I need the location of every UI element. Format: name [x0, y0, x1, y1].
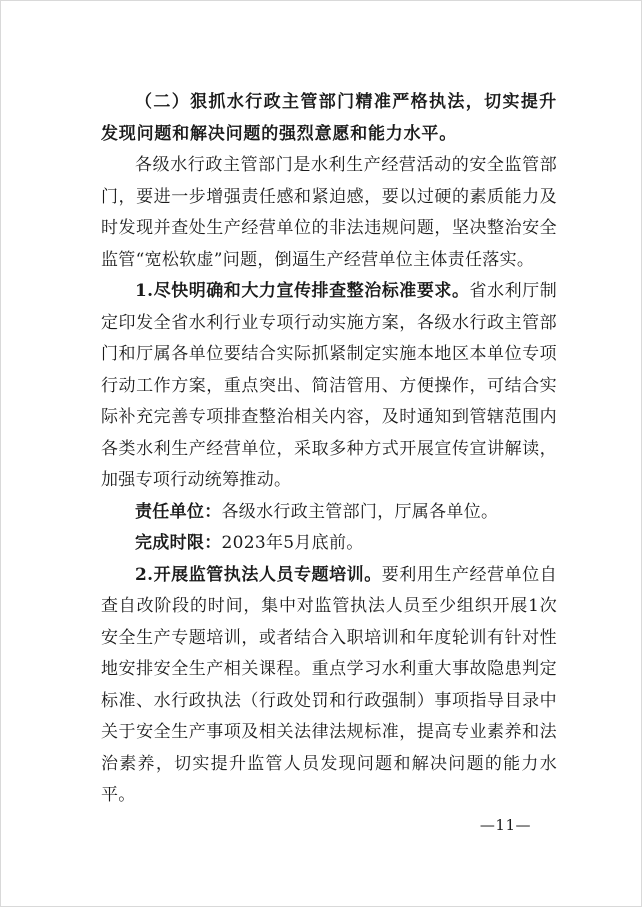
item-2-body: 要利用生产经营单位自查自改阶段的时间，集中对监管执法人员至少组织开展1次安全生产专题培训，或者结合入职培训和年度轮训有针对性地安排安全生产相关课程。重点学习水利重大事故隐患判定标准、水行政执法（行政处罚和行政强制）事项指导目录中关于安全生产事项及相关法律法规标准，提高专业素养和法治素养，切实提升监管人员发现问题和解决问题的能力水平。 [101, 564, 557, 805]
responsible-value: 各级水行政主管部门，厅属各单位。 [221, 501, 499, 522]
item-1-paragraph [101, 276, 557, 497]
item-1-body: 省水利厅制定印发全省水利行业专项行动实施方案，各级水行政主管部门和厅属各单位要结合实际抓紧制定实施本地区本单位专项行动工作方案，重点突出、简洁管用、方便操作，可结合实际补充完善专项排查整治相关内容，及时通知到管辖范围内各类水利生产经营单位，采取多种方式开展宣传宣讲解读，加强专项行动统筹推动。 [101, 281, 557, 490]
document-body [101, 87, 557, 812]
page-number: —11— [479, 816, 531, 834]
intro-paragraph: 各级水行政主管部门是水利生产经营活动的安全监管部门，要进一步增强责任感和紧迫感，要以过硬的素质能力及时发现并查处生产经营单位的非法违规问题，坚决整治安全监管“宽松软虚”问题，倒逼生产经营单位主体责任落实。 [101, 155, 557, 270]
deadline-label: 完成时限： [135, 533, 222, 553]
responsible-label: 责任单位： [135, 501, 222, 522]
section-heading: （二）狠抓水行政主管部门精准严格执法，切实提升发现问题和解决问题的强烈意愿和能力水平。 [101, 92, 557, 144]
item-1-deadline [101, 528, 557, 560]
item-1-responsible [101, 497, 557, 529]
item-1-title: 1.尽快明确和大力宣传排查整治标准要求。 [135, 281, 470, 301]
item-2-paragraph [101, 560, 557, 812]
deadline-value: 2023年5月底前。 [221, 533, 364, 553]
item-2-title: 2.开展监管执法人员专题培训。 [135, 564, 382, 585]
